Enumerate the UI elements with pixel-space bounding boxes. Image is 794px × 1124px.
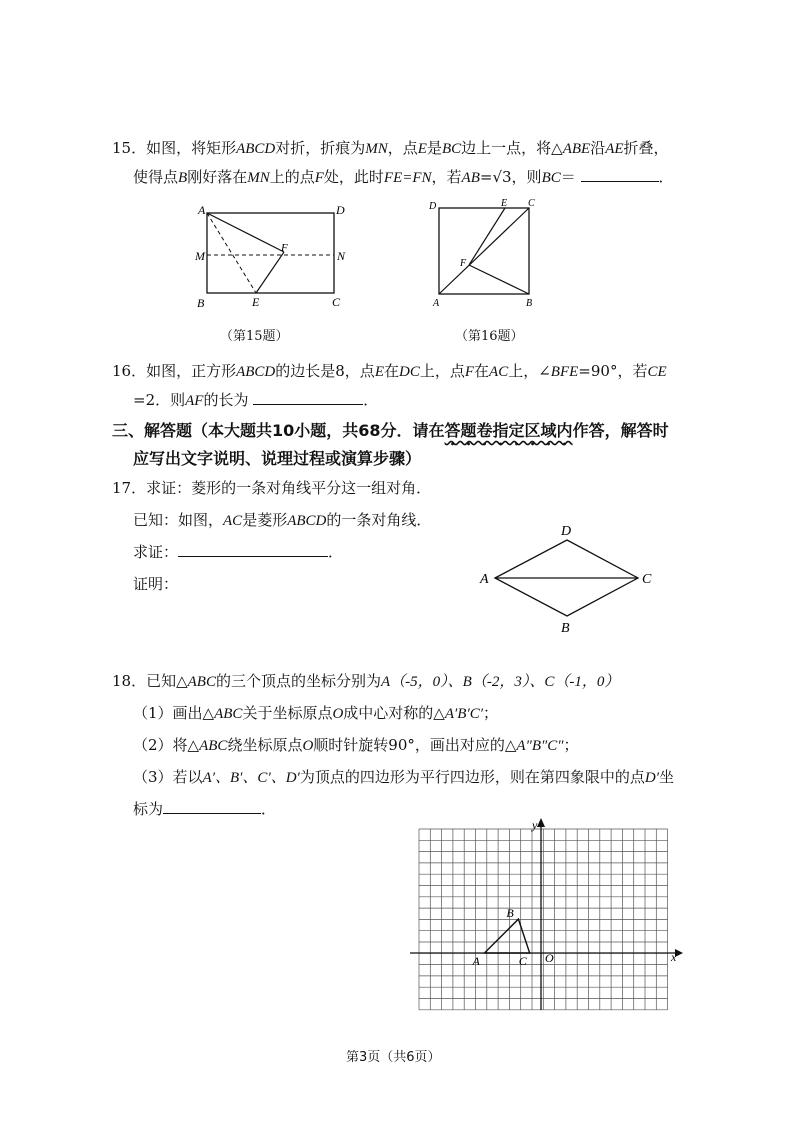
- section3-heading-line1: 三、解答题（本大题共10小题，共68分．请在答题卷指定区域内作答，解答时: [112, 421, 669, 440]
- q18-part3-cont: 标为 ．: [133, 800, 277, 818]
- q17-line1: 17．求证：菱形的一条对角线平分这一组对角．: [112, 479, 432, 497]
- q16-segment-fb: [469, 265, 529, 294]
- grid-lines: [419, 829, 668, 1010]
- q15-label-e: E: [252, 295, 260, 309]
- q16-figure: [425, 197, 545, 312]
- q18-part2: （2）将△ABC绕坐标原点O顺时针旋转90°，画出对应的△A″B″C″；: [133, 736, 579, 754]
- q17-prove-blank[interactable]: [178, 542, 328, 557]
- triangle-abc: [485, 919, 530, 953]
- q16-label-d: D: [429, 201, 437, 212]
- q17-label-c: C: [642, 572, 652, 587]
- q15-segment-fe: [256, 252, 284, 293]
- grid-label-o: O: [545, 951, 554, 965]
- q16-line1: 16．如图，正方形ABCD的边长是8，点E在DC上，点F在AC上，∠BFE=90°，若CE: [112, 362, 667, 380]
- q15-label-d: D: [336, 203, 345, 217]
- q17-label-a: A: [480, 572, 489, 587]
- q17-given: 已知：如图，AC是菱形ABCD的一条对角线．: [133, 511, 432, 529]
- grid-label-c: C: [518, 954, 527, 968]
- q16-label-c: C: [528, 198, 535, 209]
- q16-answer-blank[interactable]: [253, 390, 363, 405]
- q15-label-m: M: [195, 249, 205, 263]
- q18-line1: 18．已知△ABC的三个顶点的坐标分别为A（-5，0）、B（-2，3）、C（-1，0）: [112, 672, 620, 690]
- q16-caption: （第16题）: [455, 329, 524, 344]
- q15-label-a: A: [198, 203, 206, 217]
- grid-label-x: x: [671, 950, 677, 964]
- q17-label-d: D: [561, 524, 572, 539]
- q16-label-a: A: [433, 298, 440, 309]
- q15-rectangle: [207, 213, 334, 293]
- q17-rhombus-figure: [475, 520, 665, 635]
- q15-line1: 15．如图，将矩形ABCD对折，折痕为MN，点E是BC边上一点，将△ABE沿AE折叠，: [112, 139, 669, 157]
- page-footer: 第3页（共6页）: [346, 1050, 441, 1065]
- grid-label-a: A: [472, 954, 480, 968]
- q15-line2: 使得点B刚好落在MN上的点F处，此时FE=FN，若AB=√3，则BC＝ ．: [133, 168, 674, 186]
- q15-label-f: F: [281, 242, 288, 254]
- grid-label-y: y: [532, 818, 538, 832]
- q15-answer-blank[interactable]: [581, 167, 659, 182]
- q18-coordinate-grid: [405, 815, 685, 1015]
- grid-label-b: B: [506, 906, 514, 921]
- q16-label-e: E: [501, 198, 508, 209]
- section3-heading-line2: 应写出文字说明、说理过程或演算步骤）: [133, 449, 422, 468]
- q16-line2: =2．则AF的长为 ．: [133, 391, 379, 409]
- q16-label-f: F: [460, 258, 467, 269]
- q18-answer-blank[interactable]: [163, 799, 261, 814]
- q15-label-n: N: [337, 249, 346, 263]
- q15-label-c: C: [332, 295, 341, 309]
- q15-figure: [190, 200, 355, 315]
- q15-label-b: B: [197, 296, 205, 310]
- q16-diagonal-ac: [439, 208, 529, 294]
- y-axis-arrow: [537, 818, 545, 827]
- q16-label-b: B: [526, 298, 533, 309]
- q17-prove: 求证： ．: [133, 543, 344, 561]
- q17-label-b: B: [561, 621, 570, 635]
- q17-proof-label: 证明：: [133, 575, 179, 593]
- q18-part1: （1）画出△ABC关于坐标原点O成中心对称的△A′B′C′；: [133, 704, 499, 722]
- q18-part3: （3）若以A′、B′、C′、D′为顶点的四边形为平行四边形，则在第四象限中的点D′坐: [133, 768, 674, 786]
- q15-caption: （第15题）: [220, 329, 289, 344]
